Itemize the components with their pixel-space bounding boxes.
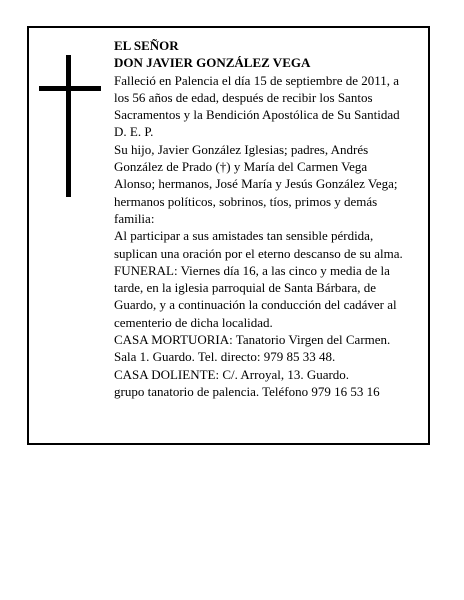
body-line-13: tarde, en la iglesia parroquial de Santa Bárbara, de bbox=[114, 280, 377, 296]
body-line-7: Alonso; hermanos, José María y Jesús González Vega; bbox=[114, 176, 398, 192]
body-line-5: Su hijo, Javier González Iglesias; padres, Andrés bbox=[114, 141, 369, 157]
heading-title: EL SEÑOR bbox=[114, 38, 179, 53]
body-line-2: los 56 años de edad, después de recibir los Santos bbox=[114, 89, 373, 105]
body-line-9: familia: bbox=[114, 210, 155, 226]
body-line-4: D. E. P. bbox=[114, 124, 154, 140]
body-line-3: Sacramentos y la Bendición Apostólica de Su Santidad bbox=[114, 107, 400, 123]
body-line-10: Al participar a sus amistades tan sensible pérdida, bbox=[114, 228, 374, 244]
body-line-16: CASA MORTUORIA: Tanatorio Virgen del Carmen. bbox=[114, 332, 391, 348]
body-line-1: Falleció en Palencia el día 15 de septiembre de 2011, a bbox=[114, 72, 400, 88]
obituary-text bbox=[114, 37, 424, 400]
body-line-17: Sala 1. Guardo. Tel. directo: 979 85 33 48. bbox=[114, 349, 336, 365]
cross-icon bbox=[39, 55, 101, 197]
body-line-11: suplican una oración por el eterno descanso de su alma. bbox=[114, 245, 403, 261]
body-line-19: grupo tanatorio de palencia. Teléfono 979 16 53 16 bbox=[114, 383, 380, 399]
body-line-8: hermanos políticos, sobrinos, tíos, primos y demás bbox=[114, 193, 378, 209]
body-line-6: González de Prado (†) y María del Carmen Vega bbox=[114, 159, 368, 175]
deceased-name: DON JAVIER GONZÁLEZ VEGA bbox=[114, 55, 311, 71]
body-line-15: cementerio de dicha localidad. bbox=[114, 314, 273, 330]
body-line-12: FUNERAL: Viernes día 16, a las cinco y media de la bbox=[114, 262, 390, 278]
body-line-14: Guardo, y a continuación la conducción del cadáver al bbox=[114, 297, 397, 313]
body-line-18: CASA DOLIENTE: C/. Arroyal, 13. Guardo. bbox=[114, 366, 350, 382]
